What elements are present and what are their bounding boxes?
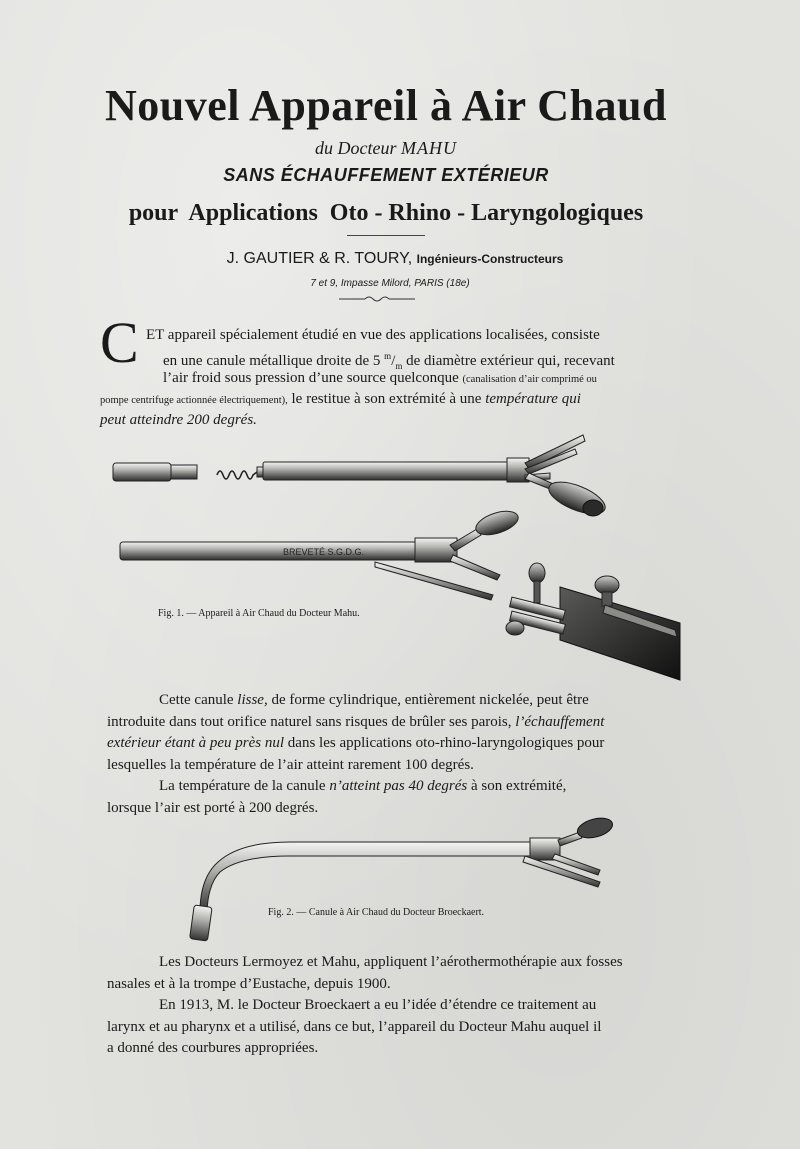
unit-sub: m <box>395 361 403 371</box>
manufacturers-names: J. GAUTIER & R. TOURY, <box>226 250 413 267</box>
author-line <box>0 138 772 159</box>
unit-sup: m <box>384 351 392 361</box>
intro-line-1: ET appareil spécialement étudié en vue des applications localisées, consiste <box>146 327 600 343</box>
para2-line-2 <box>107 712 690 734</box>
intro-text: en une canule métallique droite de 5 <box>163 353 381 369</box>
intro-text: de diamètre extérieur qui, recevant <box>406 353 615 369</box>
manufacturers-line <box>0 250 790 268</box>
author-name: MAHU <box>400 138 457 158</box>
para-emphasis: n’atteint pas 40 degrés <box>329 778 468 794</box>
para2-line-5 <box>107 776 690 798</box>
figure-1-illustration <box>105 425 695 685</box>
title-divider <box>347 235 425 236</box>
para-text: à son extrémité, <box>470 778 567 794</box>
para3-line-1: Les Docteurs Lermoyez et Mahu, appliquent l’aérothermothérapie aux fosses <box>159 954 623 970</box>
intro-line-2: en une canule métallique droite de 5 $^m/_m$ de diamètre extérieur qui, recevant <box>163 351 615 371</box>
para-text: Cette canule <box>159 692 234 708</box>
drop-cap: C <box>100 310 139 375</box>
para2-line-6: lorsque l’air est porté à 200 degrés. <box>107 799 319 816</box>
heating-coil <box>217 471 257 479</box>
intro-emphasis: température qui <box>485 391 581 407</box>
curved-cannula <box>190 815 615 941</box>
figure-1-caption: Fig. 1. — Appareil à Air Chaud du Docteur Mahu. <box>158 608 360 619</box>
subtitle-applications: pour Applications Oto - Rhino - Laryngologiques <box>128 200 644 226</box>
figure-2-caption: Fig. 2. — Canule à Air Chaud du Docteur Broeckaert. <box>268 907 485 918</box>
intro-aside: (canalisation d’air comprimé ou <box>462 374 597 385</box>
cannula-top <box>257 435 609 520</box>
para-emphasis: l’échauffement <box>515 713 605 730</box>
para-text: dans les applications oto-rhino-laryngologiques pour <box>287 735 605 751</box>
intro-text: le restitue à son extrémité à une <box>291 391 482 407</box>
patent-stamp: BREVETÉ S.G.D.G. <box>283 547 365 557</box>
para-emphasis: extérieur étant à peu près nul <box>107 735 285 751</box>
ornament-divider <box>337 294 417 304</box>
nozzle-tip <box>113 463 197 481</box>
para-text: La température de la canule <box>159 778 326 794</box>
author-prefix: du Docteur <box>315 138 397 158</box>
address-line: 7 et 9, Impasse Milord, PARIS (18e) <box>310 278 470 289</box>
heater-block <box>506 563 680 680</box>
para3-line-4: larynx et au pharynx et a utilisé, dans ce but, l’appareil du Docteur Mahu auquel il <box>107 1018 602 1035</box>
para3-line-2: nasales et à la trompe d’Eustache, depuis 1900. <box>107 975 391 992</box>
intro-aside: pompe centrifuge actionnée électriquement), <box>100 395 288 406</box>
intro-text: l’air froid sous pression d’une source quelconque <box>163 370 459 386</box>
page-title: Nouvel Appareil à Air Chaud <box>105 81 667 130</box>
intro-emphasis: peut atteindre 200 degrés. <box>100 412 257 428</box>
para3-line-5: a donné des courbures appropriées. <box>107 1040 319 1056</box>
para-emphasis: lisse, <box>237 692 268 708</box>
para-text: de forme cylindrique, entièrement nickelée, peut être <box>271 692 589 708</box>
para2-line-1 <box>107 690 690 712</box>
body-paragraph-2 <box>107 690 690 819</box>
para2-line-4: lesquelles la température de l’air atteint rarement 100 degrés. <box>107 756 474 773</box>
manufacturers-role: Ingénieurs-Constructeurs <box>416 252 564 266</box>
figure-2-illustration <box>180 812 620 947</box>
intro-line-3 <box>163 368 686 390</box>
intro-line-4 <box>100 389 686 411</box>
para3-line-3: En 1913, M. le Docteur Broeckaert a eu l’idée d’étendre ce traitement au <box>159 997 597 1013</box>
body-paragraph-3 <box>107 952 693 1060</box>
para-text: introduite dans tout orifice naturel sans risques de brûler ses parois, <box>107 713 512 730</box>
para2-line-3 <box>107 733 690 755</box>
subtitle-feature: SANS ÉCHAUFFEMENT EXTÉRIEUR <box>223 165 549 185</box>
